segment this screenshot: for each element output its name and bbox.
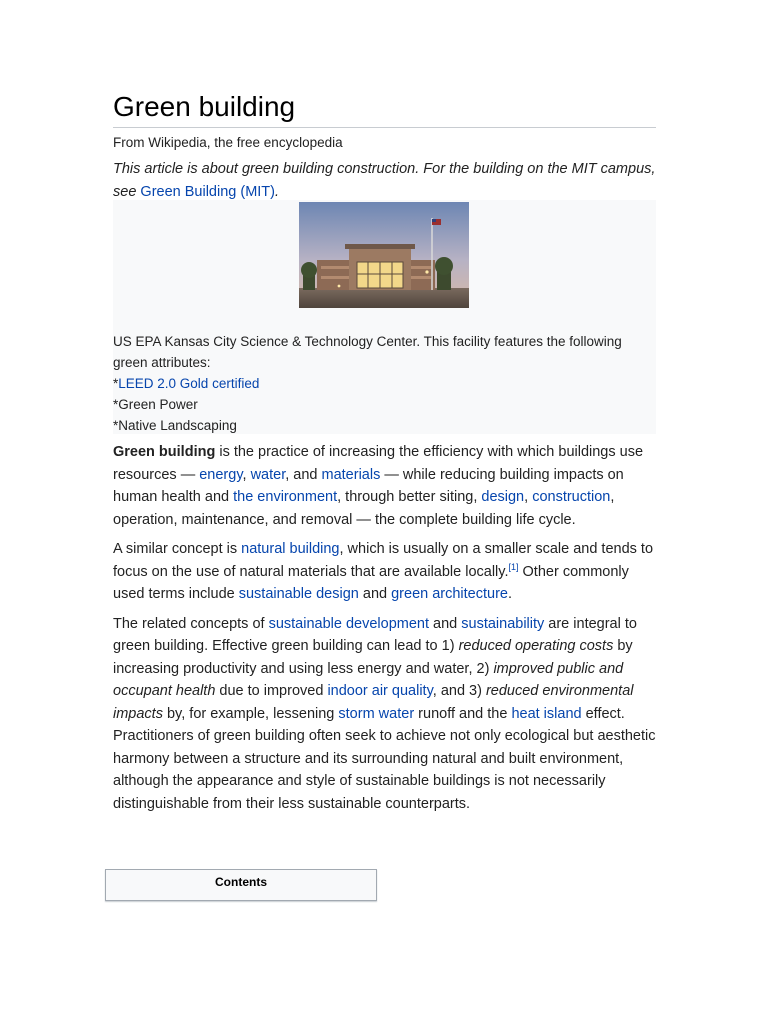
text-run: The related concepts of: [113, 615, 269, 632]
link-sustainability[interactable]: sustainability: [461, 615, 545, 632]
text-run: runoff and the: [414, 705, 512, 722]
link-green-architecture[interactable]: green architecture: [391, 586, 508, 602]
hatnote-end: .: [275, 184, 280, 200]
toc-title: Contents: [215, 875, 267, 889]
link-design[interactable]: design: [481, 489, 525, 505]
text-run: and: [429, 615, 462, 632]
text-run: , which is usually on a smaller scale and tends to focus on the use of natural materials that are available locally.: [113, 541, 654, 580]
hatnote: [113, 158, 656, 204]
text-run: ,: [242, 466, 251, 483]
paragraph-1: [113, 441, 658, 531]
building-photo-image: [299, 202, 469, 308]
link-sustainable-development[interactable]: sustainable development: [268, 615, 429, 632]
text-run: by increasing productivity and using less energy and water, 2): [113, 638, 633, 677]
text-run: due to improved: [215, 683, 328, 699]
building-photo[interactable]: [299, 202, 469, 308]
hatnote-link-green-building-mit[interactable]: Green Building (MIT): [140, 184, 275, 200]
caption-bullet: *: [113, 376, 119, 391]
infobox-caption: [113, 331, 656, 436]
link-sustainable-design[interactable]: sustainable design: [238, 586, 359, 602]
text-run: are integral to green building. Effective green building can lead to 1): [113, 615, 637, 654]
text-run: and: [358, 586, 392, 602]
paragraph-2: [113, 538, 658, 606]
leed-link[interactable]: LEED 2.0 Gold certified: [118, 376, 260, 391]
link-materials[interactable]: materials: [321, 466, 381, 483]
caption-item-native-landscaping: *Native Landscaping: [113, 418, 237, 433]
link-construction[interactable]: construction: [532, 489, 611, 505]
link-the-environment[interactable]: the environment: [233, 489, 338, 505]
text-run: ,: [524, 489, 533, 505]
table-of-contents[interactable]: [105, 869, 377, 901]
link-indoor-air-quality[interactable]: indoor air quality: [327, 683, 433, 699]
text-run: .: [507, 586, 513, 602]
emphasis: improved public and occupant health: [113, 660, 624, 699]
caption-item-leed: [113, 373, 656, 394]
paragraph-3: [113, 613, 658, 816]
reference-1[interactable]: [1]: [508, 561, 519, 572]
infobox: [113, 200, 656, 434]
text-run: , operation, maintenance, and removal — the complete building life cycle.: [113, 489, 615, 528]
emphasis: reduced environmental impacts: [113, 683, 634, 722]
text-run: — while reducing building impacts on human health and: [113, 466, 624, 505]
title-divider: [113, 127, 656, 128]
emphasis: reduced operating costs: [458, 638, 614, 654]
page-title: Green building: [113, 91, 296, 122]
link-energy[interactable]: energy: [199, 466, 243, 483]
caption-description: US EPA Kansas City Science & Technology Center. This facility features the following green attributes:: [113, 334, 622, 370]
article-body: [113, 441, 658, 822]
text-run: A similar concept is: [113, 541, 242, 557]
text-run: by, for example, lessening: [162, 705, 339, 722]
link-natural-building[interactable]: natural building: [241, 541, 340, 557]
caption-item-green-power: *Green Power: [113, 397, 198, 412]
text-run: effect. Practitioners of green building often seek to achieve not only ecological but aesthetic harmony between a structure and its surrounding natural and built environment, although the appearance and style of sustainable buildings is not necessarily distinguishable from their less sustainable counterparts.: [113, 705, 656, 812]
link-heat-island[interactable]: heat island: [511, 705, 582, 722]
text-run: , and: [285, 466, 322, 483]
hatnote-text: This article is about green building construction. For the building on the MIT campus, see: [113, 161, 656, 200]
text-run: is the practice of increasing the efficiency with which buildings use resources —: [113, 444, 644, 483]
link-water[interactable]: water: [250, 466, 286, 483]
text-run: Other commonly used terms include: [113, 563, 629, 602]
text-run: , through better siting,: [337, 489, 482, 505]
site-tagline: From Wikipedia, the free encyclopedia: [113, 135, 343, 150]
link-storm-water[interactable]: storm water: [338, 705, 415, 722]
lead-term: Green building: [113, 444, 216, 460]
text-run: , and 3): [432, 683, 486, 699]
